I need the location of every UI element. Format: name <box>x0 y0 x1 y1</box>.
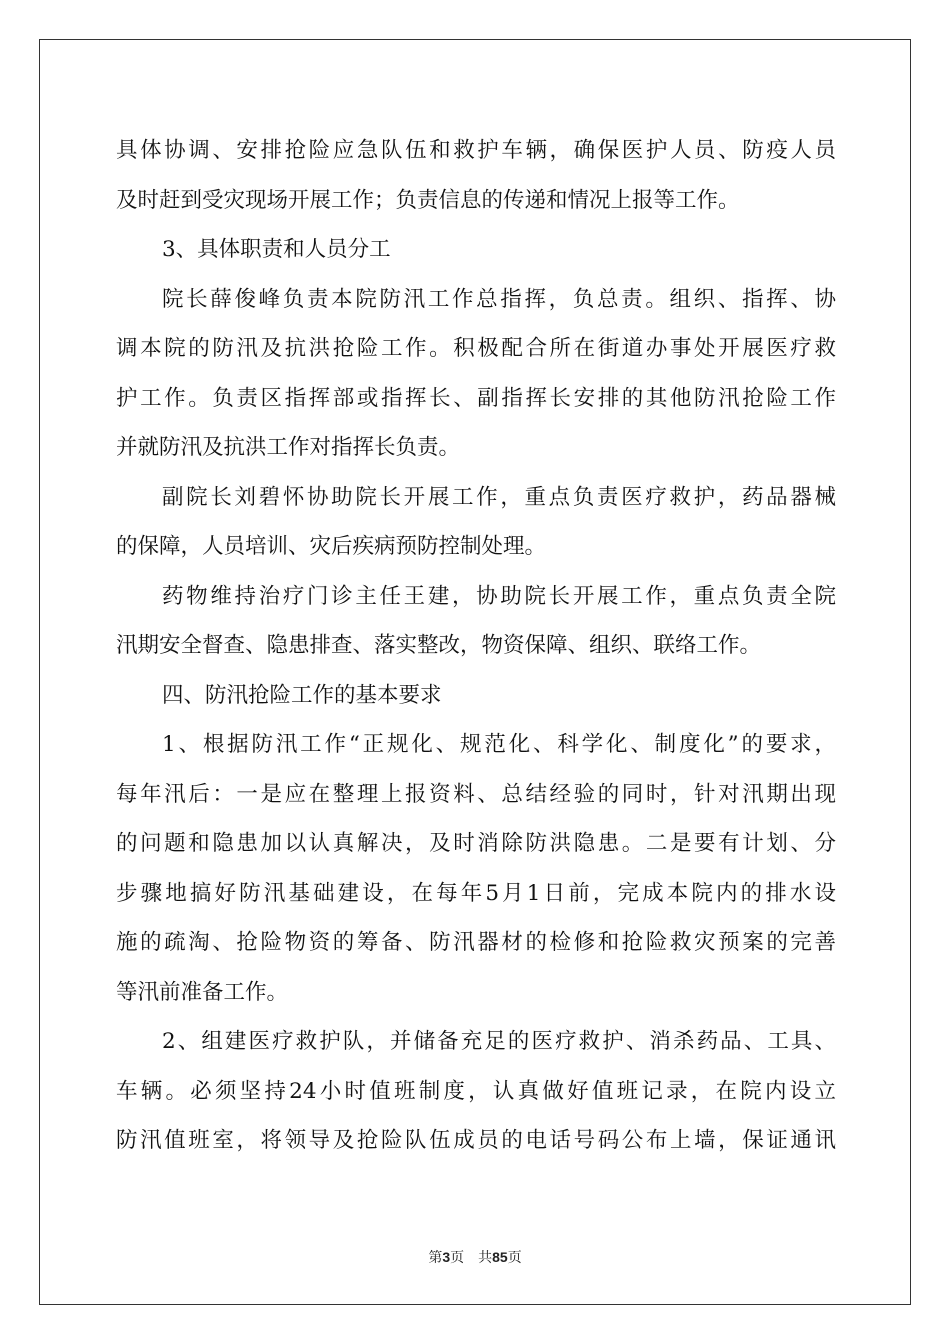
text-line: 等汛前准备工作。 <box>116 979 289 1005</box>
text-line: 的保障，人员培训、灾后疾病预防控制处理。 <box>116 534 547 559</box>
text-line: 护工作。负责区指挥部或指挥长、副指挥长安排的其他防汛抢险工作 <box>116 385 836 411</box>
text-line: 1、根据防汛工作“正规化、规范化、科学化、制度化”的要求， <box>162 732 836 757</box>
text-line: 每年汛后：一是应在整理上报资料、总结经验的同时，针对汛期出现 <box>116 781 836 807</box>
text-line: 院长薛俊峰负责本院防汛工作总指挥，负总责。组织、指挥、协 <box>162 286 836 312</box>
page-number-footer <box>0 1247 950 1267</box>
page-prefix: 第 <box>428 1250 443 1266</box>
section-heading: 四、防汛抢险工作的基本要求 <box>162 682 442 708</box>
page-suffix: 页 <box>507 1250 522 1266</box>
text-line: 汛期安全督查、隐患排查、落实整改，物资保障、组织、联络工作。 <box>116 633 762 658</box>
text-line: 药物维持治疗门诊主任王建，协助院长开展工作，重点负责全院 <box>162 583 836 609</box>
text-line: 及时赶到受灾现场开展工作；负责信息的传递和情况上报等工作。 <box>116 187 740 213</box>
text-line: 防汛值班室，将领导及抢险队伍成员的电话号码公布上墙，保证通讯 <box>116 1128 836 1153</box>
text-line: 2、组建医疗救护队，并储备充足的医疗救护、消杀药品、工具、 <box>162 1029 836 1054</box>
text-line: 副院长刘碧怀协助院长开展工作，重点负责医疗救护，药品器械 <box>162 484 836 510</box>
text-line: 的问题和隐患加以认真解决，及时消除防洪隐患。二是要有计划、分 <box>116 831 836 856</box>
section-heading: 3、具体职责和人员分工 <box>162 237 391 262</box>
page-mid: 页 共 <box>450 1250 493 1266</box>
text-line: 具体协调、安排抢险应急队伍和救护车辆，确保医护人员、防疫人员 <box>116 138 836 163</box>
document-body <box>116 126 836 1166</box>
text-line: 并就防汛及抗洪工作对指挥长负责。 <box>116 435 461 460</box>
text-line: 步骤地搞好防汛基础建设，在每年5月1日前，完成本院内的排水设 <box>116 880 836 906</box>
total-page-number: 85 <box>492 1249 508 1265</box>
text-line: 车辆。必须坚持24小时值班制度，认真做好值班记录，在院内设立 <box>116 1078 836 1104</box>
current-page-number: 3 <box>442 1249 451 1265</box>
text-line: 施的疏淘、抢险物资的筹备、防汛器材的检修和抢险救灾预案的完善 <box>116 930 836 955</box>
text-line: 调本院的防汛及抗洪抢险工作。积极配合所在街道办事处开展医疗救 <box>116 336 836 361</box>
